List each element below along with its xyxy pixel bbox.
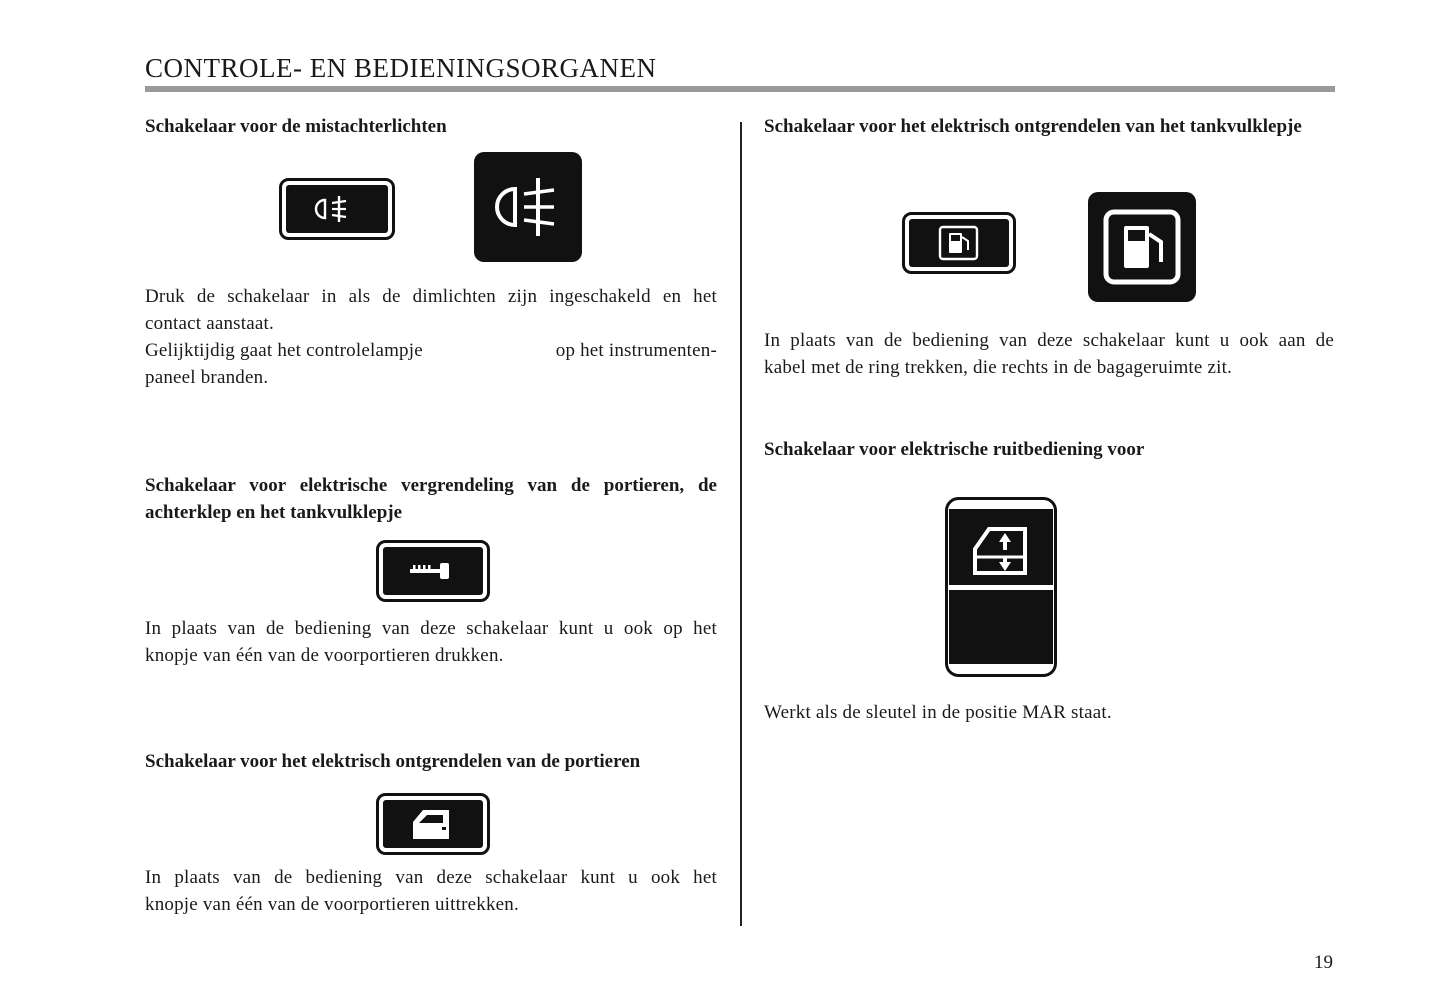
fuel-flap-text-line2: kabel met de ring trekken, die rechts in de bagageruimte zit. [764,357,1233,378]
fog-light-indicator-icon [474,152,582,262]
page-title: CONTROLE- EN BEDIENINGSORGANEN [145,53,657,83]
fuel-flap-paragraph [764,327,1334,381]
door-release-paragraph [145,864,717,918]
door-release-switch-icon [376,793,490,855]
page-number: 19 [1314,952,1333,973]
central-locking-text-line2: knopje van één van de voorportieren drukken. [145,645,504,666]
window-switch-text: Werkt als de sleutel in de positie MAR staat. [764,702,1112,723]
fuel-flap-heading: Schakelaar voor het elektrisch ontgrendelen van het tankvulklepje [764,116,1302,137]
key-lock-switch-icon [376,540,490,602]
central-locking-text-line1: In plaats van de bediening van deze schakelaar kunt u ook op het [145,618,717,639]
fuel-indicator-icon [1088,192,1196,302]
fog-light-switch-icon [279,178,395,240]
door-release-heading: Schakelaar voor het elektrisch ontgrendelen van de portieren [145,751,641,772]
door-release-text-line2: knopje van één van de voorportieren uittrekken. [145,894,519,915]
window-switch-heading: Schakelaar voor elektrische ruitbediening voor [764,439,1145,460]
fog-light-text-line4: paneel branden. [145,367,269,388]
door-release-text-line1: In plaats van de bediening van deze schakelaar kunt u ook het [145,867,717,888]
title-rule [145,86,1335,92]
central-locking-heading-line1: Schakelaar voor elektrische vergrendeling van de portieren, de [145,475,717,496]
fog-light-paragraph [145,283,717,391]
fog-light-text-line1: Druk de schakelaar in als de dimlichten zijn ingeschakeld en het [145,286,717,307]
window-switch-icon [945,497,1057,677]
fog-light-heading: Schakelaar voor de mistachterlichten [145,116,447,137]
central-locking-heading [145,472,717,526]
fuel-flap-switch-icon [902,212,1016,274]
central-locking-heading-line2: achterklep en het tankvulklepje [145,502,403,523]
column-divider [740,122,742,926]
fog-light-text-line2: contact aanstaat. [145,313,274,334]
central-locking-paragraph [145,615,717,669]
fog-light-text-before-gap: Gelijktijdig gaat het controlelampje [145,340,423,361]
fuel-flap-text-line1: In plaats van de bediening van deze schakelaar kunt u ook aan de [764,330,1334,351]
fog-light-text-after-gap: op het instrumenten- [555,340,717,361]
